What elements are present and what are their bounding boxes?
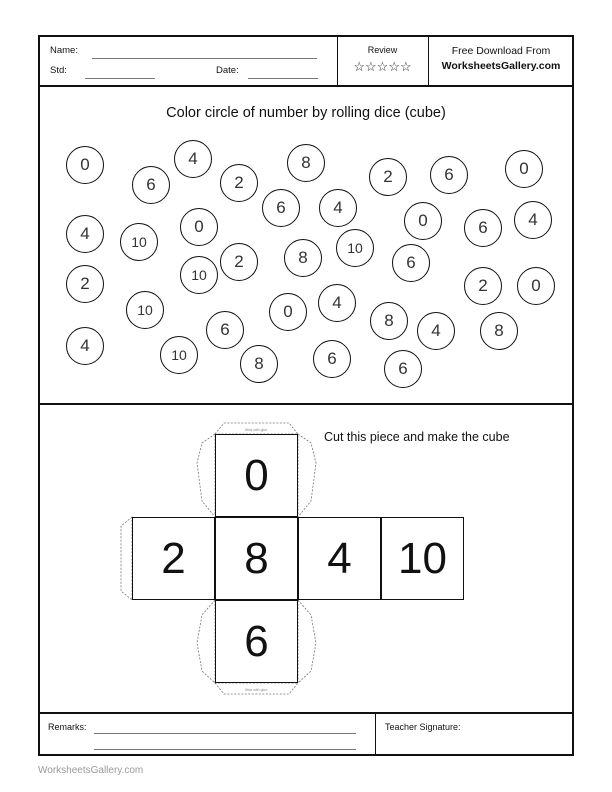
number-circle[interactable]: 2 <box>369 158 407 196</box>
number-circle[interactable]: 6 <box>132 166 170 204</box>
review-label: Review <box>367 45 398 55</box>
number-circle[interactable]: 10 <box>336 229 374 267</box>
number-circle[interactable]: 0 <box>180 208 218 246</box>
number-circle[interactable]: 8 <box>370 302 408 340</box>
cube-face-bottom: 6 <box>215 600 298 683</box>
number-circle[interactable]: 4 <box>318 284 356 322</box>
site-name: WorksheetsGallery.com <box>441 60 561 72</box>
flap-label: Stick with glue <box>244 428 268 432</box>
cube-face-right: 4 <box>298 517 381 600</box>
number-circle[interactable]: 0 <box>404 202 442 240</box>
number-circle[interactable]: 4 <box>319 189 357 227</box>
number-circle[interactable]: 0 <box>517 267 555 305</box>
cube-face-far-right: 10 <box>381 517 464 600</box>
remarks-divider <box>375 712 376 756</box>
number-circle[interactable]: 6 <box>313 340 351 378</box>
number-circle[interactable]: 6 <box>464 209 502 247</box>
cube-instruction: Cut this piece and make the cube <box>324 430 510 444</box>
number-circle[interactable]: 0 <box>505 150 543 188</box>
remarks-label: Remarks: <box>48 722 87 732</box>
number-circle[interactable]: 4 <box>417 312 455 350</box>
cube-face-center: 8 <box>215 517 298 600</box>
worksheet-title: Color circle of number by rolling dice (cube) <box>166 105 446 121</box>
std-line[interactable] <box>85 78 155 79</box>
number-circle[interactable]: 6 <box>392 244 430 282</box>
number-circle[interactable]: 2 <box>220 164 258 202</box>
number-circle[interactable]: 8 <box>287 144 325 182</box>
number-circle[interactable]: 8 <box>480 312 518 350</box>
std-label: Std: <box>50 65 67 76</box>
number-circle[interactable]: 4 <box>66 327 104 365</box>
free-download-text: Free Download From <box>451 45 551 57</box>
header-separator <box>40 85 572 87</box>
number-circle[interactable]: 8 <box>284 239 322 277</box>
number-circle[interactable]: 8 <box>240 345 278 383</box>
name-line[interactable] <box>92 58 317 59</box>
cube-face-left: 2 <box>132 517 215 600</box>
number-circle[interactable]: 10 <box>160 336 198 374</box>
name-label: Name: <box>50 45 78 56</box>
number-circle[interactable]: 2 <box>220 243 258 281</box>
date-line[interactable] <box>248 78 318 79</box>
number-circle[interactable]: 10 <box>180 256 218 294</box>
remarks-line[interactable] <box>94 749 356 750</box>
number-circle[interactable]: 4 <box>174 140 212 178</box>
remarks-line[interactable] <box>94 733 356 734</box>
number-circle[interactable]: 0 <box>66 146 104 184</box>
date-label: Date: <box>216 65 239 76</box>
review-stars[interactable]: ☆☆☆☆☆ <box>353 59 412 74</box>
number-circle[interactable]: 6 <box>384 350 422 388</box>
flap-label: Stick with glue <box>244 688 268 692</box>
number-circle[interactable]: 6 <box>206 311 244 349</box>
number-circle[interactable]: 0 <box>269 293 307 331</box>
number-circle[interactable]: 10 <box>126 291 164 329</box>
footer-site: WorksheetsGallery.com <box>38 765 144 776</box>
teacher-signature-label: Teacher Signature: <box>385 722 461 732</box>
remarks-separator <box>40 712 572 714</box>
worksheet-frame <box>38 35 574 756</box>
number-circle[interactable]: 10 <box>120 223 158 261</box>
number-circle[interactable]: 6 <box>430 156 468 194</box>
number-circle[interactable]: 6 <box>262 189 300 227</box>
number-circle[interactable]: 2 <box>66 265 104 303</box>
number-circle[interactable]: 4 <box>514 201 552 239</box>
cube-face-top: 0 <box>215 434 298 517</box>
number-circle[interactable]: 4 <box>66 215 104 253</box>
number-circle[interactable]: 2 <box>464 267 502 305</box>
